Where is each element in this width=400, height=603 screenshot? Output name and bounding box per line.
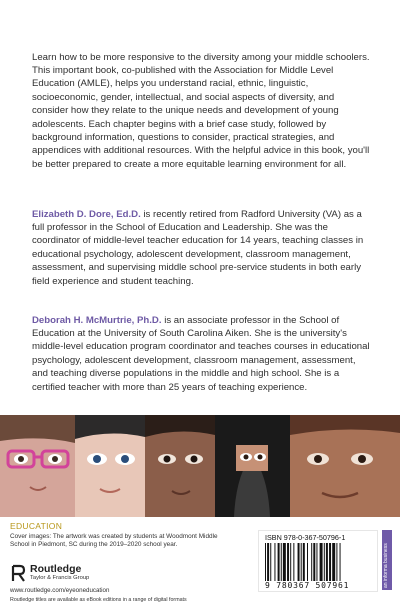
author-bio-text-2: is an associate professor in the School of Education at the University of South Carolina Aiken. She is the university's middle-level education program coordinator and teaches courses in educational psychology, adolescent development, classroom management, assessment, and teaching diverse populations in the middle and high school. She is a certified teacher with more than 25 years of teaching experience. [32, 314, 370, 393]
author-bio-1 [32, 208, 370, 288]
informa-side-label [382, 530, 392, 590]
ebook-note: Routledge titles are available as eBook editions in a range of digital formats [10, 597, 187, 603]
author-bio-text-1: is recently retired from Radford University (VA) as a full professor in the School of Education and Leadership. She was the coordinator of middle-level teacher education for 14 years, teaching classes in educational psychology, adolescent development, classroom management, assessment, and supervising middle school pre-service students in both early field experience and student teaching. [32, 208, 364, 287]
category-label: EDUCATION [10, 521, 63, 531]
barcode-digits: 9 780367 507961 [265, 581, 350, 590]
isbn-barcode-box [258, 530, 378, 592]
cover-image-credit: Cover images: The artwork was created by students at Woodmont Middle School in Piedmont, SC during the 2019–2020 school year. [10, 533, 218, 549]
author-name-1: Elizabeth D. Dore, Ed.D. [32, 208, 141, 220]
side-label-text: an informa business [383, 543, 389, 588]
cover-artwork-strip [0, 415, 400, 517]
author-name-2: Deborah H. McMurtrie, Ph.D. [32, 314, 162, 326]
routledge-logo-icon [10, 564, 27, 583]
publisher-name: Routledge [30, 563, 82, 575]
back-cover-blurb: Learn how to be more responsive to the diversity among your middle schoolers. This important book, co-published with the Association for Middle Level Education (AMLE), helps you understand racial, ethnic, linguistic, socioeconomic, gender, intellectual, and social aspects of diversity, and consider how they relate to the unique needs and development of young adolescents. Each chapter begins with a brief case study, followed by background information, questions to consider, practical strategies, and appendices with additional resources. With the helpful advice in this book, you'll be better prepared to create a more equitable learning environment for all. [32, 51, 370, 170]
publisher-url[interactable]: www.routledge.com/eyeoneducation [10, 587, 110, 594]
isbn-label: ISBN 978-0-367-50796-1 [265, 533, 346, 542]
publisher-group: Taylor & Francis Group [30, 575, 90, 581]
author-bio-2 [32, 314, 370, 394]
barcode-icon [265, 543, 371, 581]
